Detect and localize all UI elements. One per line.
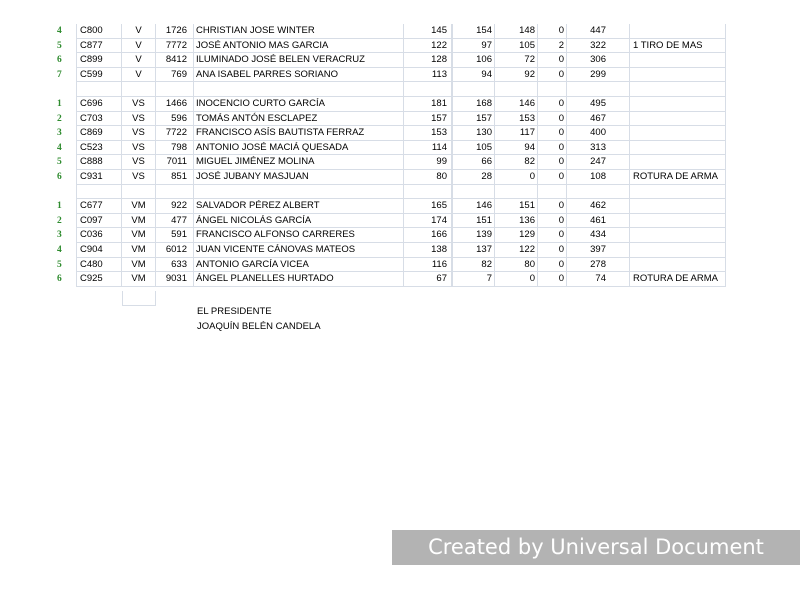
category-cell: V xyxy=(122,24,156,39)
code-cell: C899 xyxy=(76,53,122,68)
category-cell: VS xyxy=(122,170,156,185)
competitor-name-cell: ANA ISABEL PARRES SORIANO xyxy=(194,68,404,83)
score-2-cell: 157 xyxy=(452,112,495,127)
table-trailing-cell xyxy=(122,291,156,306)
penalty-cell: 0 xyxy=(538,68,567,83)
note-cell: ROTURA DE ARMA xyxy=(630,272,726,287)
license-number-cell: 8412 xyxy=(156,53,194,68)
total-cell: 299 xyxy=(567,68,630,83)
score-2-cell: 66 xyxy=(452,155,495,170)
note-cell xyxy=(630,68,726,83)
penalty-cell: 0 xyxy=(538,228,567,243)
empty-cell xyxy=(194,185,404,200)
code-cell: C696 xyxy=(76,97,122,112)
score-3-cell: 105 xyxy=(495,39,538,54)
score-2-cell: 105 xyxy=(452,141,495,156)
score-3-cell: 80 xyxy=(495,258,538,273)
empty-cell xyxy=(156,82,194,97)
score-1-cell: 181 xyxy=(404,97,452,112)
category-cell: VS xyxy=(122,112,156,127)
score-3-cell: 129 xyxy=(495,228,538,243)
competitor-name-cell: ÁNGEL PLANELLES HURTADO xyxy=(194,272,404,287)
competitor-name-cell: CHRISTIAN JOSE WINTER xyxy=(194,24,404,39)
score-1-cell: 153 xyxy=(404,126,452,141)
penalty-cell: 0 xyxy=(538,24,567,39)
code-cell: C677 xyxy=(76,199,122,214)
score-3-cell: 0 xyxy=(495,272,538,287)
code-cell: C036 xyxy=(76,228,122,243)
penalty-cell: 0 xyxy=(538,97,567,112)
category-cell: VM xyxy=(122,272,156,287)
code-cell: C480 xyxy=(76,258,122,273)
license-number-cell: 596 xyxy=(156,112,194,127)
placement-number: 6 xyxy=(57,55,62,66)
total-cell: 313 xyxy=(567,141,630,156)
empty-cell xyxy=(567,185,630,200)
note-cell xyxy=(630,53,726,68)
code-cell: C904 xyxy=(76,243,122,258)
license-number-cell: 477 xyxy=(156,214,194,229)
placement-number: 3 xyxy=(57,230,62,241)
empty-cell xyxy=(567,82,630,97)
table-row xyxy=(0,199,800,214)
table-row xyxy=(0,272,800,287)
code-cell: C925 xyxy=(76,272,122,287)
license-number-cell: 798 xyxy=(156,141,194,156)
score-1-cell: 113 xyxy=(404,68,452,83)
score-2-cell: 139 xyxy=(452,228,495,243)
score-2-cell: 28 xyxy=(452,170,495,185)
category-cell: V xyxy=(122,53,156,68)
placement-number: 2 xyxy=(57,215,62,226)
table-row xyxy=(0,68,800,83)
score-1-cell: 174 xyxy=(404,214,452,229)
note-cell xyxy=(630,228,726,243)
score-3-cell: 122 xyxy=(495,243,538,258)
license-number-cell: 6012 xyxy=(156,243,194,258)
license-number-cell: 9031 xyxy=(156,272,194,287)
empty-cell xyxy=(76,185,122,200)
competitor-name-cell: JUAN VICENTE CÁNOVAS MATEOS xyxy=(194,243,404,258)
total-cell: 467 xyxy=(567,112,630,127)
category-cell: VS xyxy=(122,97,156,112)
license-number-cell: 633 xyxy=(156,258,194,273)
note-cell: ROTURA DE ARMA xyxy=(630,170,726,185)
competitor-name-cell: INOCENCIO CURTO GARCÍA xyxy=(194,97,404,112)
placement-number: 7 xyxy=(57,69,62,80)
license-number-cell: 922 xyxy=(156,199,194,214)
note-cell xyxy=(630,141,726,156)
score-1-cell: 122 xyxy=(404,39,452,54)
empty-cell xyxy=(122,185,156,200)
code-cell: C800 xyxy=(76,24,122,39)
note-cell: 1 TIRO DE MAS xyxy=(630,39,726,54)
table-row xyxy=(0,24,800,39)
note-cell xyxy=(630,214,726,229)
empty-cell xyxy=(630,82,726,97)
placement-number: 1 xyxy=(57,201,62,212)
score-1-cell: 114 xyxy=(404,141,452,156)
empty-cell xyxy=(495,185,538,200)
group-separator-row xyxy=(0,82,800,97)
total-cell: 306 xyxy=(567,53,630,68)
table-row xyxy=(0,155,800,170)
empty-cell xyxy=(76,82,122,97)
competitor-name-cell: ILUMINADO JOSÉ BELEN VERACRUZ xyxy=(194,53,404,68)
placement-number: 5 xyxy=(57,259,62,270)
competitor-name-cell: TOMÁS ANTÓN ESCLAPEZ xyxy=(194,112,404,127)
empty-cell xyxy=(452,185,495,200)
empty-cell xyxy=(156,185,194,200)
competitor-name-cell: MIGUEL JIMÉNEZ MOLINA xyxy=(194,155,404,170)
table-row xyxy=(0,112,800,127)
empty-cell xyxy=(538,185,567,200)
table-row xyxy=(0,170,800,185)
score-1-cell: 99 xyxy=(404,155,452,170)
category-cell: VM xyxy=(122,243,156,258)
table-row xyxy=(0,243,800,258)
total-cell: 322 xyxy=(567,39,630,54)
note-cell xyxy=(630,112,726,127)
score-1-cell: 157 xyxy=(404,112,452,127)
score-3-cell: 136 xyxy=(495,214,538,229)
score-1-cell: 138 xyxy=(404,243,452,258)
placement-number: 1 xyxy=(57,99,62,109)
score-3-cell: 72 xyxy=(495,53,538,68)
placement-number: 6 xyxy=(57,274,62,285)
empty-cell xyxy=(194,82,404,97)
license-number-cell: 7011 xyxy=(156,155,194,170)
note-cell xyxy=(630,258,726,273)
score-2-cell: 168 xyxy=(452,97,495,112)
score-3-cell: 92 xyxy=(495,68,538,83)
total-cell: 462 xyxy=(567,199,630,214)
competitor-name-cell: JOSÉ JUBANY MASJUAN xyxy=(194,170,404,185)
code-cell: C931 xyxy=(76,170,122,185)
total-cell: 108 xyxy=(567,170,630,185)
penalty-cell: 2 xyxy=(538,39,567,54)
competitor-name-cell: FRANCISCO ASÍS BAUTISTA FERRAZ xyxy=(194,126,404,141)
score-1-cell: 145 xyxy=(404,24,452,39)
score-1-cell: 165 xyxy=(404,199,452,214)
total-cell: 278 xyxy=(567,258,630,273)
category-cell: VM xyxy=(122,228,156,243)
table-row xyxy=(0,258,800,273)
score-2-cell: 130 xyxy=(452,126,495,141)
license-number-cell: 7772 xyxy=(156,39,194,54)
score-3-cell: 153 xyxy=(495,112,538,127)
code-cell: C703 xyxy=(76,112,122,127)
score-2-cell: 137 xyxy=(452,243,495,258)
score-3-cell: 146 xyxy=(495,97,538,112)
score-3-cell: 94 xyxy=(495,141,538,156)
total-cell: 397 xyxy=(567,243,630,258)
penalty-cell: 0 xyxy=(538,199,567,214)
total-cell: 447 xyxy=(567,24,630,39)
penalty-cell: 0 xyxy=(538,272,567,287)
score-3-cell: 0 xyxy=(495,170,538,185)
code-cell: C888 xyxy=(76,155,122,170)
category-cell: VM xyxy=(122,214,156,229)
table-row xyxy=(0,53,800,68)
category-cell: V xyxy=(122,39,156,54)
category-cell: V xyxy=(122,68,156,83)
placement-number: 2 xyxy=(57,113,62,124)
note-cell xyxy=(630,243,726,258)
empty-cell xyxy=(122,82,156,97)
score-1-cell: 116 xyxy=(404,258,452,273)
license-number-cell: 7722 xyxy=(156,126,194,141)
converter-watermark: Created by Universal Document Converter xyxy=(392,530,800,565)
license-number-cell: 1466 xyxy=(156,97,194,112)
penalty-cell: 0 xyxy=(538,53,567,68)
placement-number: 5 xyxy=(57,157,62,168)
empty-cell xyxy=(495,82,538,97)
category-cell: VS xyxy=(122,141,156,156)
placement-number: 4 xyxy=(57,26,62,36)
score-1-cell: 166 xyxy=(404,228,452,243)
table-row xyxy=(0,228,800,243)
score-1-cell: 128 xyxy=(404,53,452,68)
note-cell xyxy=(630,126,726,141)
code-cell: C869 xyxy=(76,126,122,141)
table-row xyxy=(0,39,800,54)
license-number-cell: 851 xyxy=(156,170,194,185)
table-row xyxy=(0,97,800,112)
category-cell: VM xyxy=(122,258,156,273)
license-number-cell: 769 xyxy=(156,68,194,83)
competitor-name-cell: JOSÉ ANTONIO MAS GARCIA xyxy=(194,39,404,54)
category-cell: VS xyxy=(122,155,156,170)
score-3-cell: 151 xyxy=(495,199,538,214)
table-row xyxy=(0,141,800,156)
empty-cell xyxy=(630,185,726,200)
placement-number: 4 xyxy=(57,245,62,255)
score-2-cell: 82 xyxy=(452,258,495,273)
table-row xyxy=(0,126,800,141)
category-cell: VS xyxy=(122,126,156,141)
score-3-cell: 117 xyxy=(495,126,538,141)
score-2-cell: 97 xyxy=(452,39,495,54)
note-cell xyxy=(630,155,726,170)
president-title: EL PRESIDENTE xyxy=(197,306,272,317)
penalty-cell: 0 xyxy=(538,141,567,156)
score-2-cell: 154 xyxy=(452,24,495,39)
code-cell: C523 xyxy=(76,141,122,156)
president-name: JOAQUÍN BELÉN CANDELA xyxy=(197,321,321,332)
table-row xyxy=(0,214,800,229)
group-separator-row xyxy=(0,185,800,200)
note-cell xyxy=(630,97,726,112)
penalty-cell: 0 xyxy=(538,170,567,185)
penalty-cell: 0 xyxy=(538,155,567,170)
competitor-name-cell: FRANCISCO ALFONSO CARRERES xyxy=(194,228,404,243)
score-3-cell: 148 xyxy=(495,24,538,39)
total-cell: 434 xyxy=(567,228,630,243)
total-cell: 247 xyxy=(567,155,630,170)
total-cell: 400 xyxy=(567,126,630,141)
placement-number: 3 xyxy=(57,128,62,139)
empty-cell xyxy=(404,185,452,200)
competitor-name-cell: ANTONIO GARCÍA VICEA xyxy=(194,258,404,273)
code-cell: C097 xyxy=(76,214,122,229)
placement-number: 4 xyxy=(57,142,62,153)
license-number-cell: 591 xyxy=(156,228,194,243)
total-cell: 461 xyxy=(567,214,630,229)
total-cell: 74 xyxy=(567,272,630,287)
score-1-cell: 80 xyxy=(404,170,452,185)
total-cell: 495 xyxy=(567,97,630,112)
penalty-cell: 0 xyxy=(538,243,567,258)
code-cell: C599 xyxy=(76,68,122,83)
score-2-cell: 146 xyxy=(452,199,495,214)
penalty-cell: 0 xyxy=(538,214,567,229)
score-2-cell: 106 xyxy=(452,53,495,68)
score-1-cell: 67 xyxy=(404,272,452,287)
score-2-cell: 94 xyxy=(452,68,495,83)
placement-number: 6 xyxy=(57,172,62,182)
empty-cell xyxy=(538,82,567,97)
competitor-name-cell: ÁNGEL NICOLÁS GARCÍA xyxy=(194,214,404,229)
penalty-cell: 0 xyxy=(538,112,567,127)
score-3-cell: 82 xyxy=(495,155,538,170)
penalty-cell: 0 xyxy=(538,126,567,141)
score-2-cell: 151 xyxy=(452,214,495,229)
category-cell: VM xyxy=(122,199,156,214)
penalty-cell: 0 xyxy=(538,258,567,273)
license-number-cell: 1726 xyxy=(156,24,194,39)
empty-cell xyxy=(404,82,452,97)
note-cell xyxy=(630,24,726,39)
code-cell: C877 xyxy=(76,39,122,54)
note-cell xyxy=(630,199,726,214)
score-2-cell: 7 xyxy=(452,272,495,287)
empty-cell xyxy=(452,82,495,97)
competitor-name-cell: SALVADOR PÉREZ ALBERT xyxy=(194,199,404,214)
competitor-name-cell: ANTONIO JOSÉ MACIÁ QUESADA xyxy=(194,141,404,156)
placement-number: 5 xyxy=(57,40,62,51)
